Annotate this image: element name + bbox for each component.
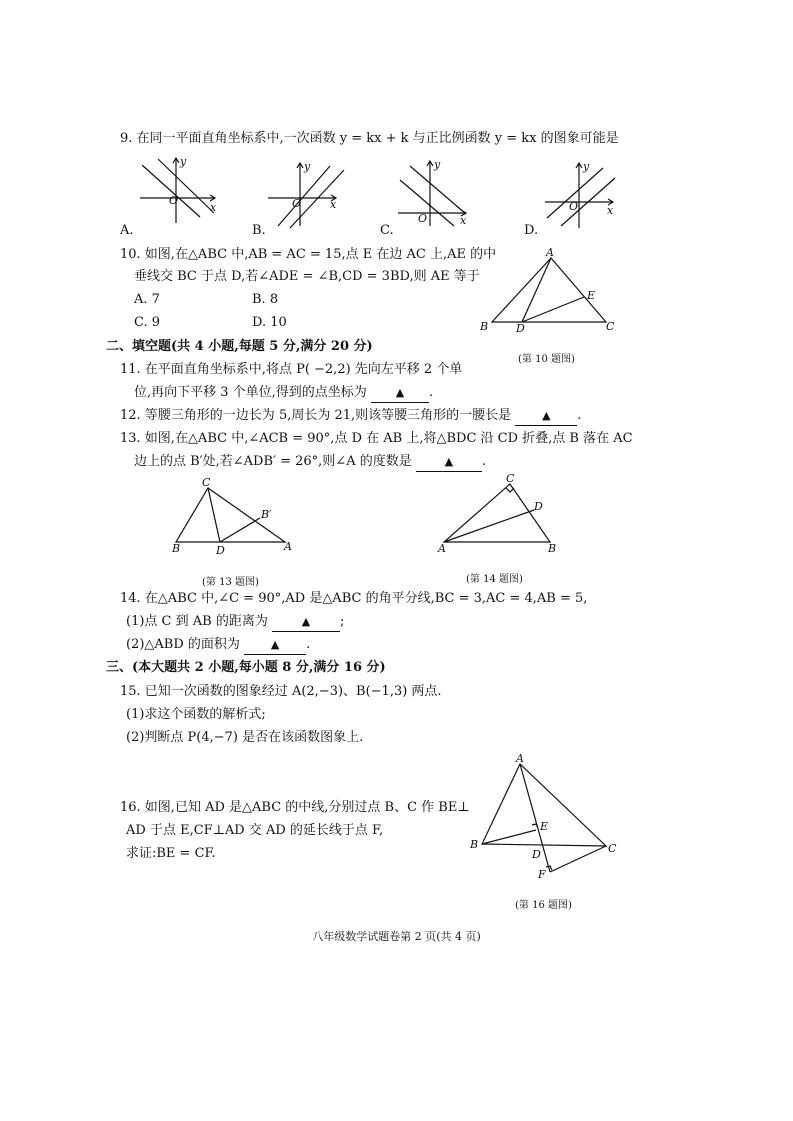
q13-caption: (第 13 题图) <box>202 577 259 588</box>
section-2-heading: 二、填空题(共 4 小题,每题 5 分,满分 20 分) <box>106 339 373 354</box>
q9a-x: x <box>210 201 217 214</box>
q9d-origin: O <box>569 200 579 213</box>
q10-label-c: C <box>606 320 615 333</box>
q10-label-e: E <box>587 289 596 302</box>
q9c-x: x <box>460 214 467 227</box>
q14-label-b: B <box>548 542 557 555</box>
q14-label-a: A <box>438 542 446 555</box>
q14-caption: (第 14 题图) <box>466 574 523 585</box>
q13-label-b: B <box>172 542 181 555</box>
q14-part2-text: (2)△ABD 的面积为 <box>126 637 240 652</box>
q9-graph-c <box>398 158 478 228</box>
page-footer: 八年级数学试题卷第 2 页(共 4 页) <box>312 930 481 943</box>
q9-option-c[interactable]: C. <box>380 223 394 238</box>
q13-label-a: A <box>284 540 292 553</box>
q14-part2: (2)△ABD 的面积为 ▲ . <box>126 636 310 655</box>
q13-label-c: C <box>202 476 211 489</box>
q9c-y: y <box>434 158 441 171</box>
q9b-y: y <box>304 160 311 173</box>
q16-label-a: A <box>516 752 524 765</box>
q9b-x: x <box>330 198 337 211</box>
q14-line1: 14. 在△ABC 中,∠C = 90°,AD 是△ABC 的角平分线,BC = 3,AC = 4,AB = 5, <box>120 591 588 606</box>
q16-label-c: C <box>608 842 617 855</box>
q12-line1: 12. 等腰三角形的一边长为 5,周长为 21,则该等腰三角形的一腰长是 ▲ . <box>120 407 581 426</box>
q14-figure <box>436 474 566 558</box>
q14-label-c: C <box>506 472 515 485</box>
q14-label-d: D <box>534 500 543 513</box>
q10-line2: 垂线交 BC 于点 D,若∠ADE = ∠B,CD = 3BD,则 AE 等于 <box>134 269 480 284</box>
q11-answer-blank[interactable]: ▲ <box>371 384 429 403</box>
q12-answer-blank[interactable]: ▲ <box>515 407 577 426</box>
q10-line1: 10. 如图,在△ABC 中,AB = AC = 15,点 E 在边 AC 上,AE 的中 <box>120 247 497 262</box>
q16-line1: 16. 如图,已知 AD 是△ABC 的中线,分别过点 B、C 作 BE⊥ <box>120 800 470 815</box>
q9a-origin: O <box>169 194 179 207</box>
q9-option-b[interactable]: B. <box>252 223 266 238</box>
q10-option-a[interactable]: A. 7 <box>134 292 160 307</box>
q9-graph-d <box>545 160 625 230</box>
q16-caption: (第 16 题图) <box>515 900 572 911</box>
section-3-heading: 三、(本大题共 2 小题,每小题 8 分,满分 16 分) <box>106 660 386 675</box>
q13-label-bprime: B′ <box>261 508 272 521</box>
q14-part1: (1)点 C 到 AB 的距离为 ▲ ; <box>126 613 344 632</box>
q15-part1: (1)求这个函数的解析式; <box>126 707 266 722</box>
q9d-y: y <box>583 160 590 173</box>
q14-part1-text: (1)点 C 到 AB 的距离为 <box>126 614 268 629</box>
q10-label-b: B <box>480 320 489 333</box>
q15-part2: (2)判断点 P(4,−7) 是否在该函数图象上. <box>126 730 364 745</box>
q10-option-c[interactable]: C. 9 <box>134 315 161 330</box>
q10-label-a: A <box>546 246 554 259</box>
q14-part1-blank[interactable]: ▲ <box>272 613 340 632</box>
q9-option-a[interactable]: A. <box>120 223 134 238</box>
q12-text: 12. 等腰三角形的一边长为 5,周长为 21,则该等腰三角形的一腰长是 <box>120 408 512 423</box>
q11-line2: 位,再向下平移 3 个单位,得到的点坐标为 ▲ . <box>134 384 433 403</box>
q10-option-b[interactable]: B. 8 <box>252 292 279 307</box>
q13-figure <box>170 478 300 558</box>
q9-graph-a <box>140 155 220 225</box>
q16-line3: 求证:BE = CF. <box>126 846 216 861</box>
q16-line2: AD 于点 E,CF⊥AD 交 AD 的延长线于点 F, <box>126 823 384 838</box>
q13-answer-blank[interactable]: ▲ <box>416 453 482 472</box>
q9c-origin: O <box>418 212 428 225</box>
q16-label-f: F <box>538 868 546 881</box>
q15-line1: 15. 已知一次函数的图象经过 A(2,−3)、B(−1,3) 两点. <box>120 684 442 699</box>
q9-stem: 9. 在同一平面直角坐标系中,一次函数 y = kx + k 与正比例函数 y = kx 的图象可能是 <box>120 131 619 146</box>
q16-figure <box>466 754 626 884</box>
q9-option-d[interactable]: D. <box>524 223 539 238</box>
q9a-y: y <box>180 155 187 168</box>
q9-graph-b <box>268 160 348 230</box>
q9b-origin: O <box>292 197 302 210</box>
q13-line1: 13. 如图,在△ABC 中,∠ACB = 90°,点 D 在 AB 上,将△BDC 沿 CD 折叠,点 B 落在 AC <box>120 431 633 446</box>
q14-part2-blank[interactable]: ▲ <box>244 636 306 655</box>
q10-label-d: D <box>516 322 525 335</box>
q13-label-d: D <box>216 544 225 557</box>
q10-caption: (第 10 题图) <box>518 354 575 365</box>
q16-label-e: E <box>540 820 549 833</box>
q10-figure <box>478 248 628 338</box>
q13-line2-text: 边上的点 B′处,若∠ADB′ = 26°,则∠A 的度数是 <box>134 454 412 469</box>
q16-label-d: D <box>532 848 541 861</box>
q13-line2: 边上的点 B′处,若∠ADB′ = 26°,则∠A 的度数是 ▲ . <box>134 453 486 472</box>
q11-line1: 11. 在平面直角坐标系中,将点 P( −2,2) 先向左平移 2 个单 <box>120 362 463 377</box>
q10-option-d[interactable]: D. 10 <box>252 315 287 330</box>
q9d-x: x <box>607 204 614 217</box>
q11-line2-text: 位,再向下平移 3 个单位,得到的点坐标为 <box>134 385 367 400</box>
q16-label-b: B <box>470 838 479 851</box>
